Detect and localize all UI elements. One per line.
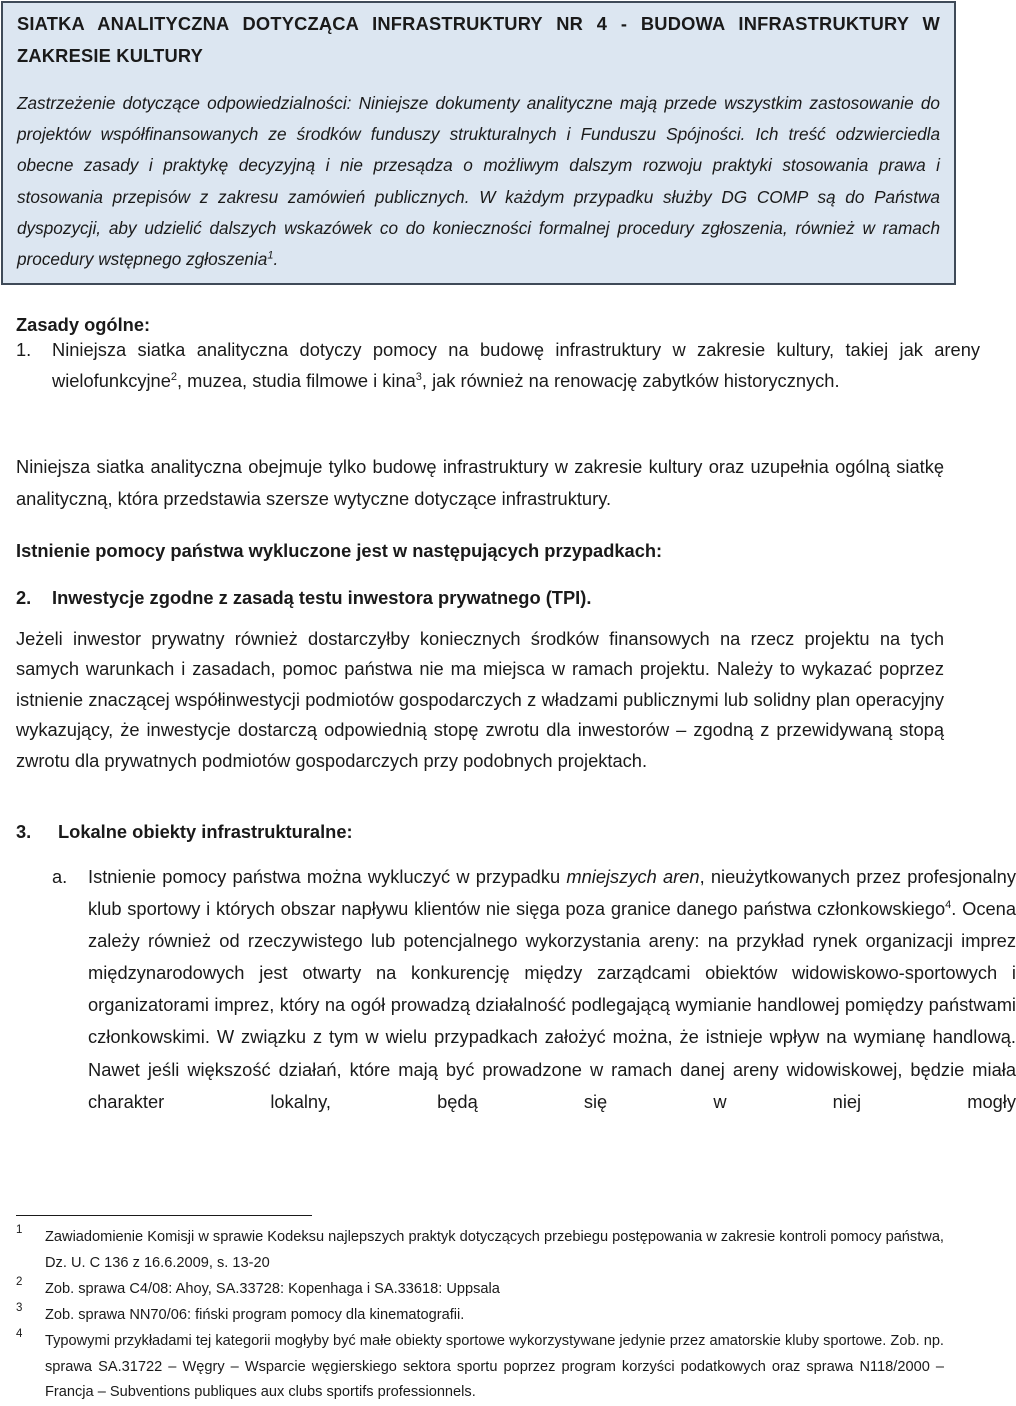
item-3a-emphasis: mniejszych aren (566, 866, 700, 887)
scope-paragraph: Niniejsza siatka analityczna obejmuje tylko budowę infrastruktury w zakresie kultury oraz uzupełnia ogólną siatkę analityczną, która przedstawia szersze wytyczne dotyczące infrastruktury. (16, 456, 944, 509)
footnote-ref-4[interactable]: 4 (945, 899, 952, 911)
footnote-3-number: 3 (16, 1302, 23, 1314)
item-3a (16, 861, 1016, 1118)
footnote-1-number: 1 (16, 1224, 23, 1236)
footnote-4-text: Typowymi przykładami tej kategorii mogłyby być małe obiekty sportowe wykorzystywane jedynie przez amatorskie kluby sportowe. Zob. np. sprawa SA.31722 – Węgry – Wsparcie węgierskiego sektora sportu poprzez program korzyści podatkowych oraz sprawa N118/2000 – Francja – Subventions publiques aux clubs sportifs professionnels. (45, 1333, 944, 1400)
item-3a-text-2: , nieużytkowanych przez profesjonalny klub sportowy i których obszar napływu klientów nie sięga poza granice danego państwa członkowskiego (88, 866, 1016, 920)
disclaimer (17, 88, 940, 275)
item-3-heading (16, 817, 944, 848)
footnote-2 (16, 1277, 944, 1303)
item-2-number: 2. (16, 587, 32, 608)
footnote-2-text: Zob. sprawa C4/08: Ahoy, SA.33728: Kopenhaga i SA.33618: Uppsala (45, 1281, 500, 1297)
item-3a-letter: a. (52, 866, 68, 887)
header-box (1, 1, 956, 285)
footnote-ref-3[interactable]: 3 (415, 370, 422, 383)
item-1 (16, 335, 980, 396)
general-heading: Zasady ogólne: (16, 314, 151, 335)
disclaimer-text: Zastrzeżenie dotyczące odpowiedzialności: Niniejsze dokumenty analityczne mają przede wszystkim zastosowanie do projektów współfinansowanych ze środków funduszy strukturalnych i Funduszu Spójności. Ich treść odzwierciedla obecne zasady i praktykę decyzyjną i nie przesądza o możliwym dalszym rozwoju praktyki stosowania prawa i stosowania przepisów z zakresu zamówień publicznych. W każdym przypadku służby DG COMP są do Państwa dyspozycji, aby udzielić dalszych wskazówek co do konieczności formalnej procedury zgłoszenia, również w ramach procedury wstępnego zgłoszenia (17, 93, 940, 270)
footnote-ref-1[interactable]: 1 (267, 249, 274, 262)
footnote-3-text: Zob. sprawa NN70/06: fiński program pomocy dla kinematografii. (45, 1307, 465, 1323)
excluded-heading: Istnienie pomocy państwa wykluczone jest w następujących przypadkach: (16, 540, 663, 561)
footnote-separator (16, 1215, 312, 1216)
item-1-text-b: , muzea, studia filmowe i kina (177, 369, 416, 391)
item-1-text-a: Niniejsza siatka analityczna dotyczy pomocy na budowę infrastruktury w zakresie kultury, takiej jak areny wielofunkcyjne (52, 339, 980, 391)
footnote-ref-2[interactable]: 2 (170, 370, 178, 383)
footnote-4-number: 4 (16, 1328, 23, 1340)
item-2-title: Inwestycje zgodne z zasadą testu inwestora prywatnego (TPI). (52, 587, 592, 608)
item-2-heading (16, 583, 944, 614)
footnote-2-number: 2 (16, 1276, 23, 1288)
item-2-text: Jeżeli inwestor prywatny również dostarczyłby koniecznych środków finansowych na rzecz projektu na tych samych warunkach i zasadach, pomoc państwa nie ma miejsca w ramach projektu. Należy to wykazać poprzez istnienie znaczącej współinwestycji podmiotów gospodarczych z władzami publicznymi lub solidny plan operacyjny wykazujący, że inwestycje dostarczą odpowiednią stopę zwrotu dla inwestorów – zgodną z przewidywaną stopą zwrotu dla prywatnych podmiotów gospodarczych przy podobnych projektach. (16, 628, 944, 771)
disclaimer-end: . (273, 249, 279, 270)
item-1-number: 1. (16, 339, 32, 360)
footnote-1-text: Zawiadomienie Komisji w sprawie Kodeksu najlepszych praktyk dotyczących przebiegu postępowania w zakresie kontroli pomocy państwa, Dz. U. C 136 z 16.6.2009, s. 13-20 (45, 1229, 944, 1271)
item-3-number: 3. (16, 821, 32, 842)
item-3-title: Lokalne obiekty infrastrukturalne: (58, 821, 353, 842)
item-1-text-c: , jak również na renowację zabytków historycznych. (421, 369, 840, 391)
item-3a-text-1: Istnienie pomocy państwa można wykluczyć w przypadku (88, 866, 561, 887)
footnote-3 (16, 1303, 944, 1329)
footnote-4 (16, 1329, 944, 1406)
footnote-1 (16, 1225, 944, 1276)
item-3a-text-3: . Ocena zależy również od rzeczywistego lub potencjalnego wykorzystania areny: na przykład rynek organizacji imprez międzynarodowych jest otwarty na konkurencję między zarządcami obiektów widowiskowo-sportowych i organizatorami imprez, który na ogół prowadzą działalność podlegającą wymianie handlowej pomiędzy państwami członkowskimi. W związku z tym w wielu przypadkach założyć można, że istnieje wpływ na wymianę handlową. Nawet jeśli większość działań, które mają być prowadzone w ramach danej areny widowiskowej, będzie miała charakter lokalny, będą się w niej mogły (88, 898, 1016, 1112)
document-title: SIATKA ANALITYCZNA DOTYCZĄCA INFRASTRUKTURY NR 4 - BUDOWA INFRASTRUKTURY W ZAKRESIE KULTURY (17, 13, 940, 66)
